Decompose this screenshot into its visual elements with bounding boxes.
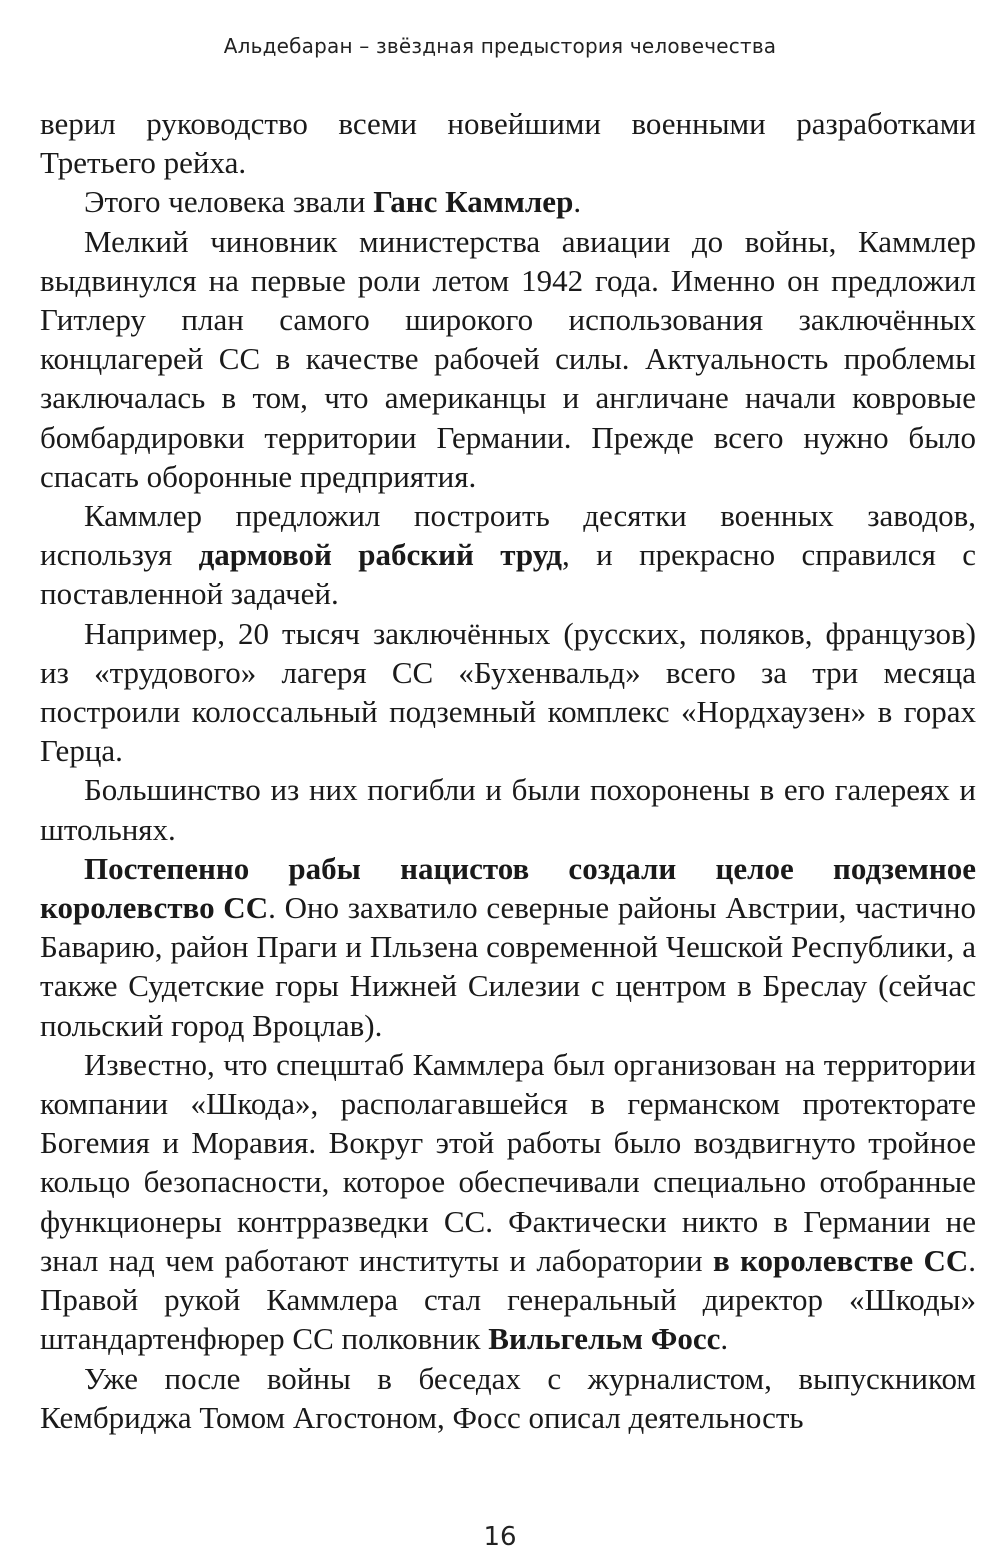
text-run: . (573, 184, 582, 220)
text-run: Мелкий чиновник министерства авиации до войны, Каммлер выдвинулся на первые роли летом 1942 года. Именно он предложил Гитлеру план самого широкого использования заключённых концлагерей СС в качестве рабочей силы. Актуальность проблемы заключалась в том, что американцы и англичане начали ковровые бомбардировки территории Германии. Прежде всего нужно было спасать оборонные предприятия. (40, 223, 976, 494)
text-run: Большинство из них погибли и были похоронены в его галереях и штольнях. (40, 772, 976, 847)
text-run: Известно, что спецштаб Каммлера был организован на территории компании «Шкода», располагавшейся в германском протекторате Богемия и Моравия. Вокруг этой работы было воздвигнуто тройное кольцо безопасности, которое обеспечивали специально отобранные функционеры контрразведки СС. Фактически никто в Германии не знал над чем работают институты и лаборатории (40, 1046, 976, 1278)
paragraph (40, 770, 976, 848)
bold-run: Вильгельм Фосс (488, 1321, 721, 1357)
text-run: Каммлер предложил построить десятки военных заводов, используя (40, 498, 976, 573)
paragraph (40, 104, 976, 182)
bold-run: Ганс Каммлер (373, 184, 574, 220)
text-run: , и прекрасно справился с поставленной задачей. (40, 537, 976, 612)
text-run: . Оно захватило северные районы Австрии, частично Баварию, район Праги и Пльзена современной Чешской Республики, а также Судетские горы Нижней Силезии с центром в Бреслау (сейчас польский город Вроцлав). (40, 890, 976, 1043)
paragraph (40, 496, 976, 614)
paragraph (40, 1359, 976, 1437)
text-run: Этого человека звали (84, 184, 374, 220)
text-run: Например, 20 тысяч заключённых (русских, поляков, французов) из «трудового» лагеря СС «Бухенвальд» всего за три месяца построили колоссальный подземный комплекс «Нордхаузен» в горах Герца. (40, 615, 976, 769)
text-run: . (720, 1321, 729, 1357)
paragraph (40, 614, 976, 771)
bold-run: Постепенно рабы нацистов создали целое подземное королевство СС (40, 850, 976, 926)
bold-run: в королевстве СС (712, 1242, 969, 1278)
page-number: 16 (483, 1522, 517, 1552)
body-text (40, 104, 976, 1437)
bold-run: дармовой рабский труд (198, 537, 562, 573)
text-run: . Правой рукой Каммлера стал генеральный директор «Шкоды» штандартенфюрер СС полковник (40, 1242, 976, 1357)
running-head: Альдебаран – звёздная предыстория человечества (223, 34, 777, 58)
paragraph (40, 222, 976, 496)
text-run: верил руководство всеми новейшими военными разработками Третьего рейха. (40, 106, 976, 181)
paragraph (40, 182, 976, 221)
paragraph (40, 1045, 976, 1359)
paragraph (40, 849, 976, 1045)
text-run: Уже после войны в беседах с журналистом, выпускником Кембриджа Томом Агостоном, Фосс описал деятельность (40, 1360, 976, 1435)
